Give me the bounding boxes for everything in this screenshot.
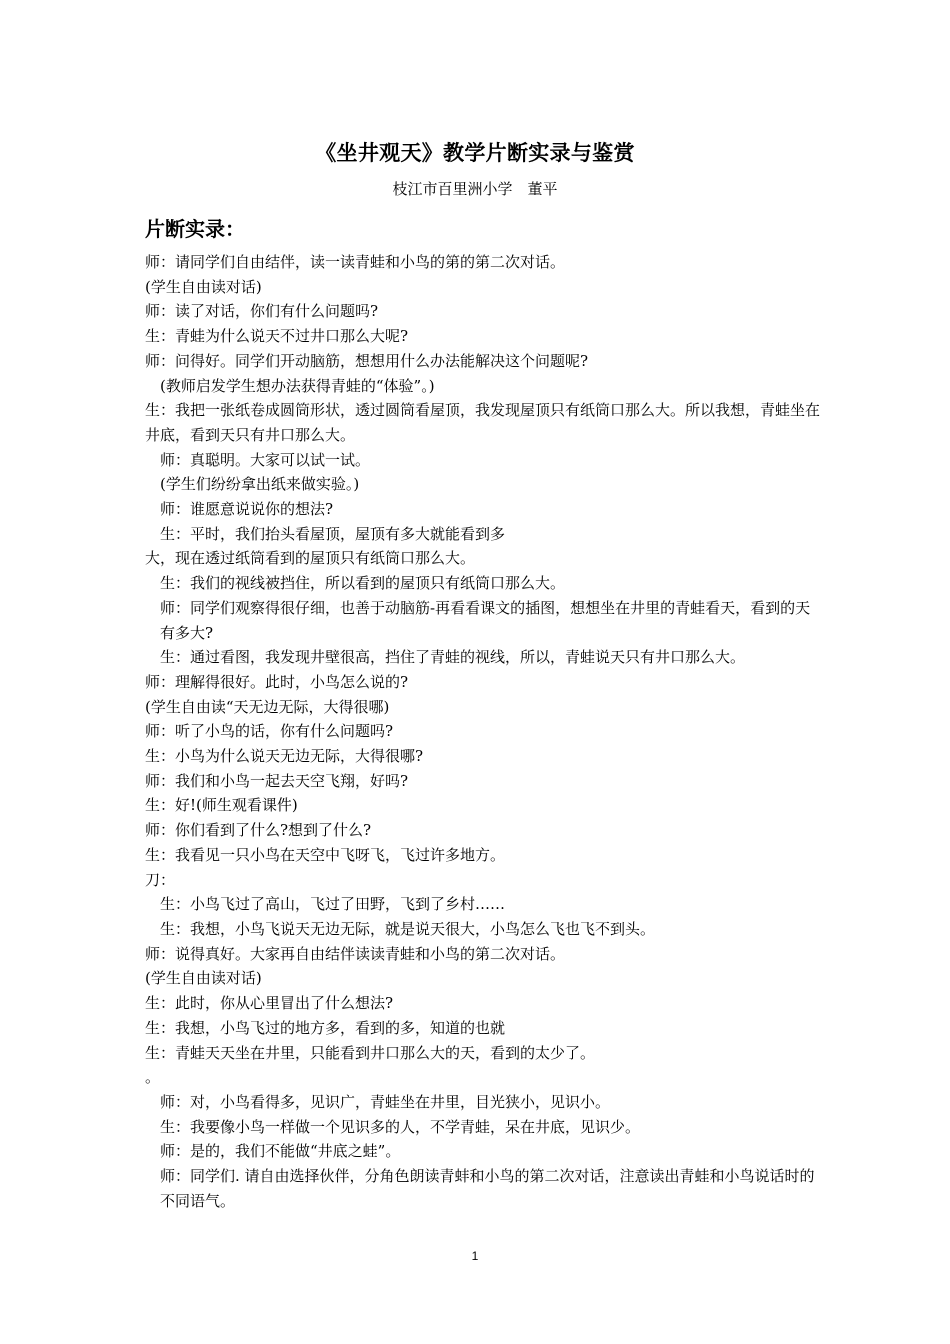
paragraph: 生：我们的视线被挡住，所以看到的屋顶只有纸筒口那么大。 bbox=[160, 574, 566, 593]
paragraph: 大，现在透过纸筒看到的屋顶只有纸筒口那么大。 bbox=[145, 549, 476, 568]
paragraph: 师：同学们. 请自由选择伙伴，分角色朗读青蚌和小鸟的第二次对话，注意读出青蛙和小鸟说话时的不同语气。 bbox=[160, 1167, 815, 1210]
paragraph: 生：小鸟飞过了高山，飞过了田野，飞到了乡村…… bbox=[160, 895, 506, 914]
paragraph: 师：我们和小鸟一起去天空飞翔，好吗? bbox=[145, 771, 409, 790]
paragraph: (学生自由读对话) bbox=[145, 277, 262, 296]
paragraph: (教师启发学生想办法获得青蛙的“体验”。) bbox=[160, 376, 435, 395]
paragraph: 生：此时，你从心里冒出了什么想法? bbox=[145, 994, 394, 1013]
paragraph: 师：是的，我们不能做“井底之蛙”。 bbox=[160, 1142, 401, 1161]
paragraph: 师：问得好。同学们开动脑筋，想想用什么办法能解决这个问题呢? bbox=[145, 351, 589, 370]
document-title: 《坐井观天》教学片断实录与鉴赏 bbox=[315, 140, 635, 165]
paragraph: 生：我要像小鸟一样做一个见识多的人，不学青蛙，呆在井底，见识少。 bbox=[160, 1117, 641, 1136]
paragraph: 生：我想，小鸟飞说天无边无际，就是说天很大，小鸟怎么飞也飞不到头。 bbox=[160, 919, 656, 938]
paragraph: 生：好!(师生观看课件) bbox=[145, 796, 298, 815]
paragraph: (学生自由读对话) bbox=[145, 969, 262, 988]
paragraph: 师：真聪明。大家可以试一试。 bbox=[160, 450, 371, 469]
paragraph: 生：我想，小鸟飞过的地方多，看到的多，知道的也就 bbox=[145, 1018, 506, 1037]
paragraph: 师：请同学们自由结伴，读一读青蛙和小鸟的第的第二次对话。 bbox=[145, 253, 566, 271]
paragraph: 师：理解得很好。此时，小鸟怎么说的? bbox=[145, 672, 409, 691]
transcript-body bbox=[145, 250, 825, 1213]
section-heading: 片断实录： bbox=[145, 217, 245, 241]
paragraph: 师：谁愿意说说你的想法? bbox=[160, 500, 334, 519]
page-number: 1 bbox=[471, 1249, 479, 1263]
paragraph: 师：说得真好。大家再自由结伴读读青蛙和小鸟的第二次对话。 bbox=[145, 944, 566, 963]
paragraph: 刀： bbox=[145, 870, 176, 889]
paragraph: 师：对，小鸟看得多，见识广，青蛙坐在井里，目光狭小，见识小。 bbox=[160, 1092, 611, 1111]
paragraph: 生：平时，我们抬头看屋顶，屋顶有多大就能看到多 bbox=[160, 524, 506, 543]
paragraph: 师：你们看到了什么?想到了什么? bbox=[145, 821, 372, 840]
paragraph: 师：同学们观察得很仔细，也善于动脑筋-再看看课文的插图，想想坐在井里的青蛙看天，看到的天有多大? bbox=[160, 598, 811, 642]
paragraph: 生：小鸟为什么说天无边无际，大得很哪? bbox=[145, 747, 424, 766]
paragraph: (学生自由读“天无边无际，大得很哪) bbox=[145, 697, 390, 716]
paragraph: 师：听了小鸟的话，你有什么问题吗? bbox=[145, 722, 394, 741]
paragraph: 师：读了对话，你们有什么问题吗? bbox=[145, 302, 379, 321]
paragraph: (学生们纷纷拿出纸来做实验。) bbox=[160, 475, 360, 494]
paragraph: 生：我看见一只小鸟在天空中飞呀飞，飞过许多地方。 bbox=[145, 845, 506, 864]
paragraph: 生：通过看图，我发现井壁很高，挡住了青蛙的视线，所以，青蛙说天只有井口那么大。 bbox=[160, 648, 746, 667]
paragraph: 生：青蛙天天坐在井里，只能看到井口那么大的天，看到的太少了。 bbox=[145, 1043, 596, 1062]
paragraph: 。 bbox=[145, 1068, 161, 1087]
paragraph: 生：我把一张纸卷成圆筒形状，透过圆筒看屋顶，我发现屋顶只有纸筒口那么大。所以我想，青蛙坐在井底，看到天只有井口那么大。 bbox=[145, 401, 821, 444]
paragraph: 生：青蛙为什么说天不过井口那么大呢? bbox=[145, 327, 409, 346]
author-line: 枝江市百里洲小学 董平 bbox=[392, 180, 558, 198]
